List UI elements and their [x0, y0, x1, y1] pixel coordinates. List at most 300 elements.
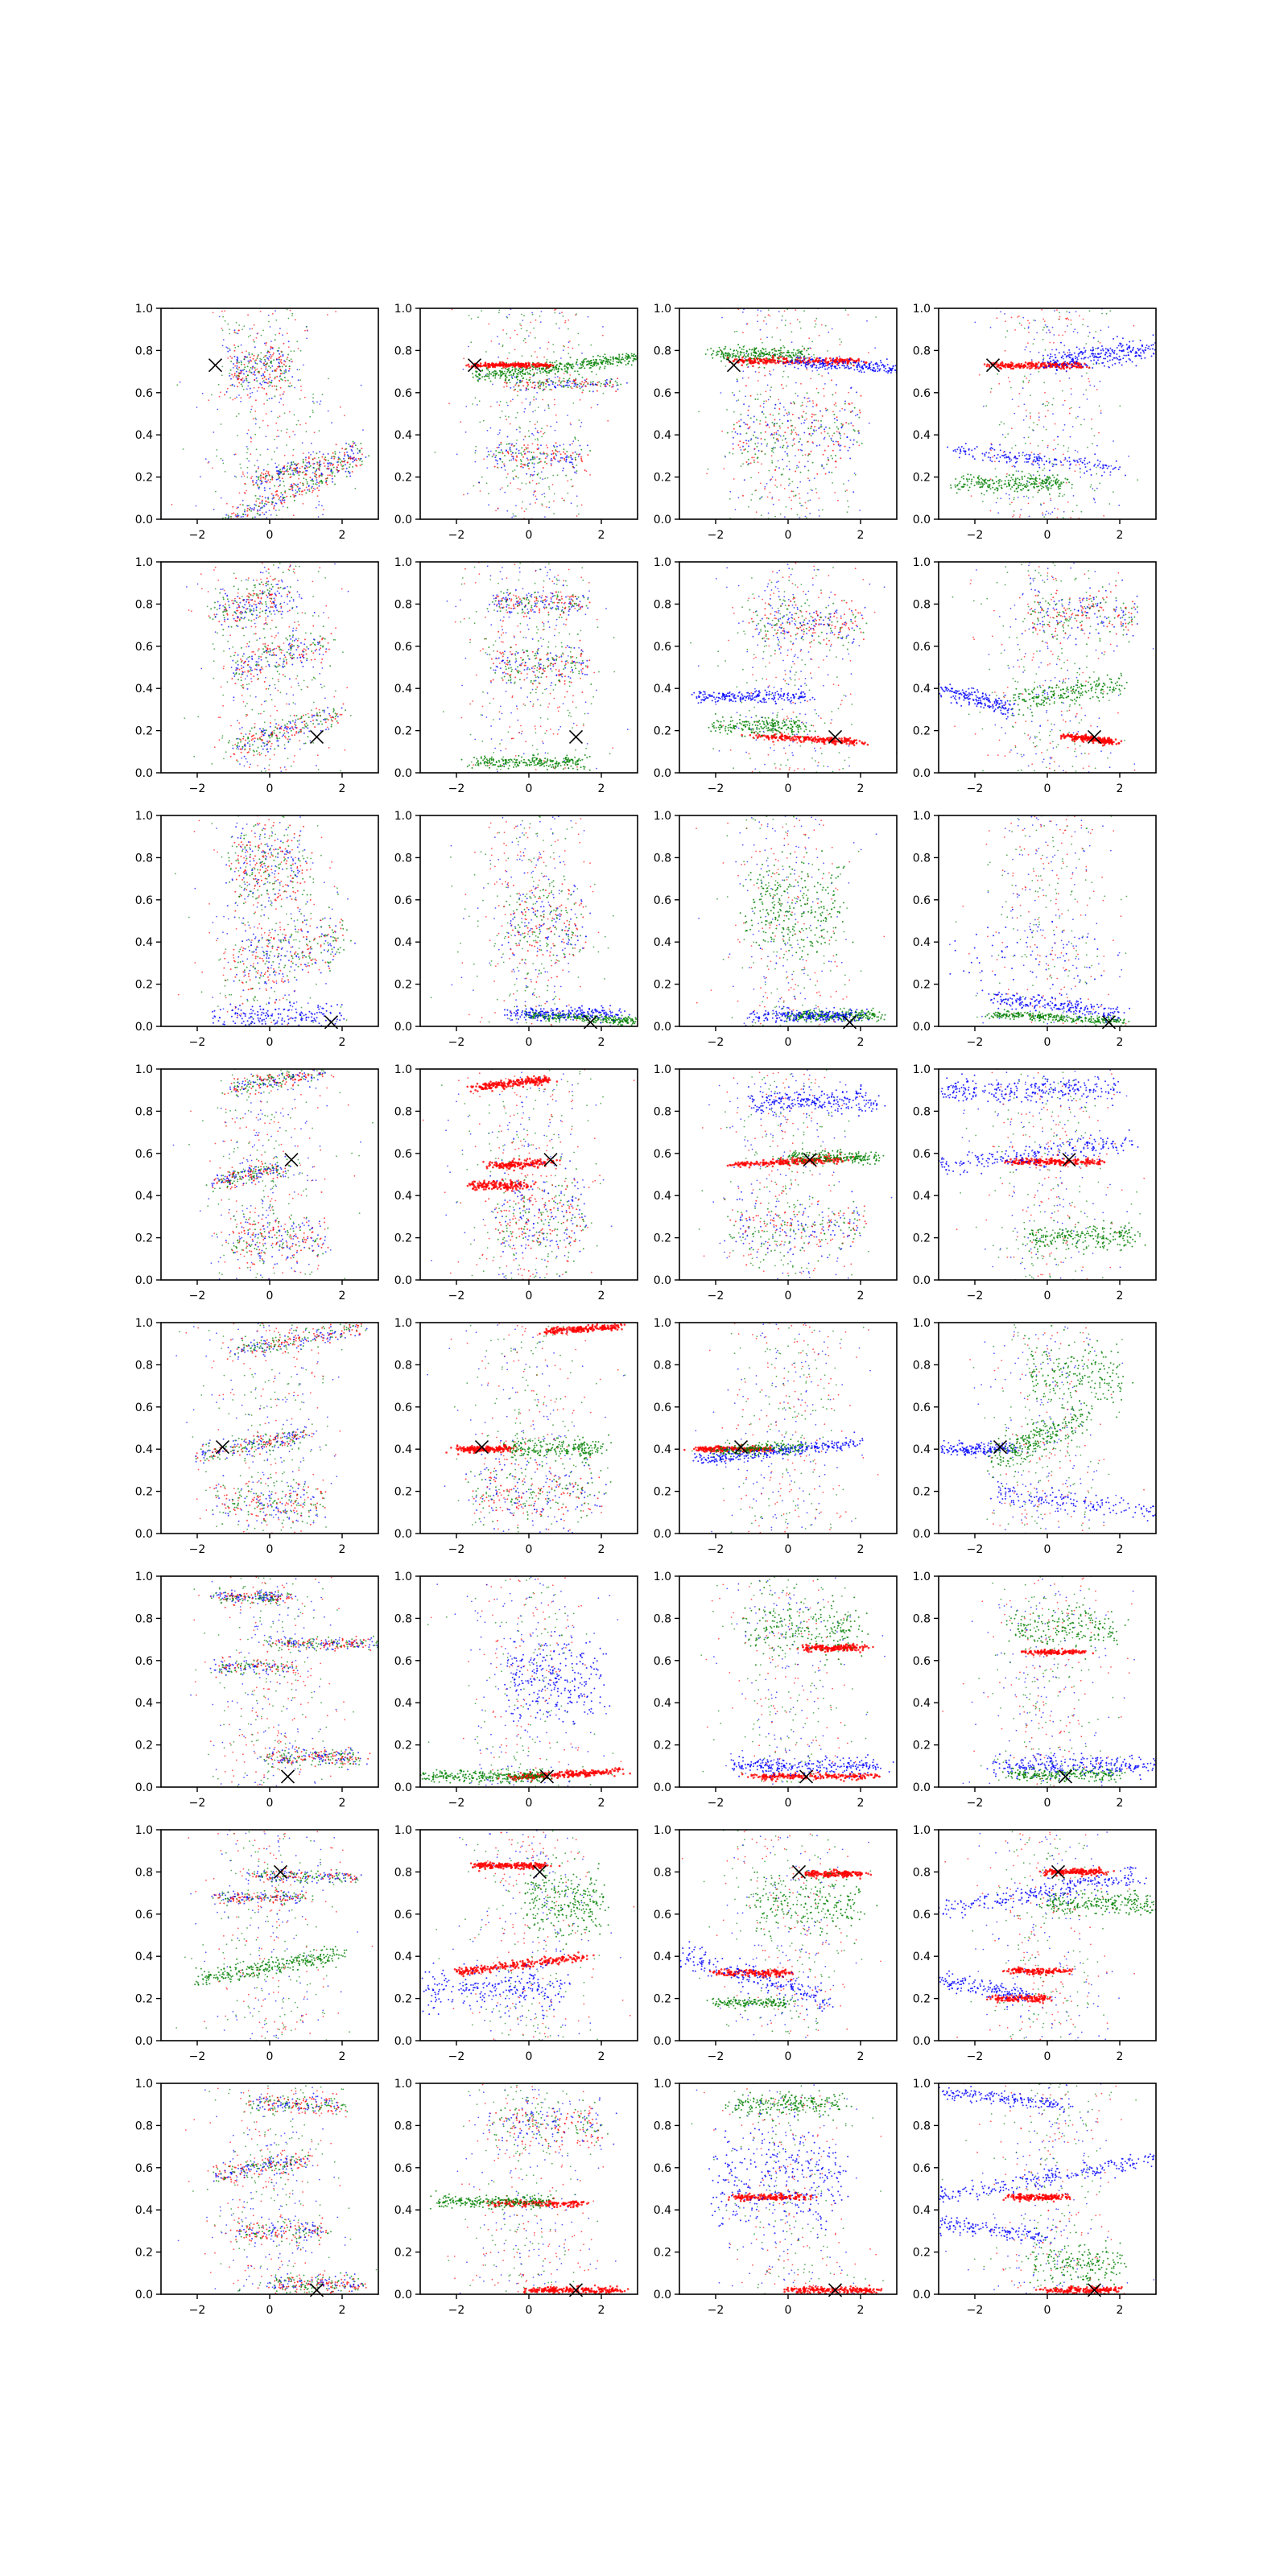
point-red — [1071, 320, 1072, 321]
point-red — [268, 471, 270, 473]
point-red — [1030, 365, 1033, 367]
point-blue — [576, 473, 577, 474]
point-green — [564, 365, 565, 367]
y-tick-label: 0.6 — [654, 387, 671, 400]
point-green — [554, 369, 555, 371]
point-blue — [556, 422, 558, 423]
point-red — [790, 323, 791, 324]
point-blue — [272, 498, 274, 500]
point-red — [766, 362, 768, 365]
point-green — [303, 477, 304, 479]
point-blue — [1070, 436, 1071, 438]
point-green — [1028, 436, 1030, 438]
point-green — [514, 469, 516, 471]
point-red — [507, 358, 509, 360]
point-blue — [791, 361, 792, 362]
point-blue — [903, 372, 905, 374]
point-blue — [788, 363, 790, 365]
point-red — [533, 399, 535, 401]
point-green — [477, 376, 479, 378]
point-blue — [237, 515, 239, 517]
point-blue — [1118, 345, 1120, 346]
point-red — [352, 471, 353, 473]
point-red — [502, 364, 505, 366]
point-red — [293, 496, 295, 497]
point-blue — [823, 468, 824, 469]
point-red — [1068, 319, 1070, 320]
point-red — [502, 452, 504, 454]
point-green — [248, 505, 250, 506]
point-green — [1067, 451, 1069, 452]
point-blue — [1085, 357, 1087, 358]
point-red — [1013, 514, 1015, 516]
point-red — [532, 382, 534, 384]
point-green — [1005, 436, 1006, 438]
point-blue — [881, 361, 882, 363]
point-green — [733, 453, 734, 455]
point-blue — [573, 386, 575, 387]
point-green — [771, 450, 773, 452]
point-green — [521, 328, 522, 329]
point-green — [539, 477, 541, 479]
point-green — [1032, 429, 1034, 431]
point-green — [510, 370, 511, 372]
point-green — [316, 469, 317, 470]
point-blue — [225, 346, 227, 348]
point-blue — [1100, 381, 1101, 382]
point-red — [265, 366, 266, 368]
point-green — [508, 368, 510, 369]
point-green — [705, 353, 707, 355]
point-red — [793, 495, 795, 497]
point-red — [838, 444, 840, 445]
point-green — [526, 378, 527, 380]
point-blue — [265, 436, 266, 437]
point-green — [778, 349, 779, 351]
point-blue — [225, 520, 226, 522]
point-red — [786, 412, 787, 414]
point-red — [810, 378, 811, 380]
point-blue — [801, 365, 803, 366]
point-blue — [587, 444, 588, 446]
point-blue — [294, 434, 295, 436]
point-blue — [738, 497, 740, 498]
point-red — [807, 441, 809, 443]
point-green — [500, 444, 502, 445]
point-blue — [1057, 361, 1059, 362]
point-green — [538, 473, 539, 474]
point-red — [535, 320, 537, 321]
point-blue — [819, 411, 821, 412]
point-red — [739, 440, 741, 442]
point-blue — [1097, 465, 1099, 467]
point-green — [532, 369, 534, 370]
point-red — [299, 493, 300, 495]
point-blue — [563, 468, 564, 469]
point-blue — [1055, 354, 1056, 356]
point-blue — [1100, 412, 1102, 414]
point-red — [244, 364, 246, 365]
point-blue — [266, 352, 268, 353]
point-red — [289, 368, 291, 369]
point-blue — [803, 362, 805, 364]
point-red — [234, 332, 236, 333]
point-red — [250, 477, 252, 479]
point-green — [621, 353, 623, 355]
point-red — [791, 500, 792, 502]
point-red — [745, 359, 747, 361]
point-green — [770, 355, 771, 357]
point-blue — [510, 447, 511, 448]
point-green — [578, 345, 580, 346]
point-green — [1095, 331, 1096, 332]
point-blue — [506, 450, 507, 452]
point-green — [218, 384, 220, 386]
point-green — [533, 328, 535, 329]
point-red — [1058, 365, 1060, 368]
point-red — [548, 341, 550, 343]
point-green — [834, 422, 836, 423]
point-green — [225, 517, 226, 518]
point-green — [789, 483, 791, 485]
point-blue — [1160, 339, 1162, 341]
point-red — [834, 404, 836, 406]
point-red — [999, 367, 1001, 369]
point-red — [270, 377, 271, 378]
point-green — [520, 452, 522, 454]
point-red — [244, 492, 246, 493]
point-blue — [276, 359, 278, 361]
point-red — [309, 477, 311, 478]
point-blue — [542, 478, 543, 480]
point-red — [552, 453, 554, 455]
point-red — [266, 393, 267, 394]
point-green — [571, 479, 572, 481]
point-green — [508, 443, 510, 444]
point-blue — [848, 480, 849, 481]
point-green — [222, 316, 224, 318]
point-green — [991, 388, 993, 390]
point-blue — [570, 456, 572, 458]
point-green — [295, 485, 297, 486]
point-blue — [264, 506, 266, 507]
point-red — [821, 324, 823, 326]
point-green — [507, 485, 509, 487]
point-green — [553, 513, 555, 514]
point-blue — [296, 491, 298, 493]
point-blue — [1110, 353, 1112, 355]
point-blue — [275, 310, 276, 312]
point-red — [1049, 342, 1051, 344]
point-green — [795, 495, 796, 497]
point-blue — [272, 348, 274, 349]
point-green — [505, 415, 506, 417]
point-blue — [1126, 344, 1128, 345]
point-green — [557, 371, 559, 373]
point-blue — [720, 392, 722, 394]
point-red — [297, 463, 299, 464]
point-blue — [870, 361, 872, 363]
point-blue — [265, 361, 266, 362]
point-green — [828, 436, 830, 437]
point-red — [516, 456, 518, 458]
point-green — [262, 330, 264, 332]
point-green — [820, 420, 822, 422]
point-green — [802, 345, 803, 347]
point-green — [570, 386, 572, 388]
point-blue — [227, 351, 229, 353]
point-blue — [234, 329, 236, 331]
point-red — [825, 473, 827, 475]
point-green — [1032, 497, 1034, 498]
point-blue — [764, 486, 766, 488]
point-green — [766, 353, 768, 354]
point-green — [306, 326, 308, 328]
point-green — [472, 403, 473, 405]
point-blue — [755, 371, 757, 373]
point-blue — [806, 361, 807, 363]
point-blue — [831, 362, 832, 364]
point-red — [251, 476, 253, 477]
point-green — [793, 401, 795, 402]
point-green — [299, 474, 300, 476]
point-blue — [1018, 470, 1019, 472]
point-red — [299, 468, 301, 469]
point-green — [474, 452, 476, 454]
point-green — [785, 355, 786, 357]
point-red — [271, 493, 273, 495]
x-tick-label: 2 — [598, 529, 605, 542]
point-green — [1033, 343, 1034, 345]
point-blue — [535, 428, 537, 430]
point-red — [806, 419, 807, 420]
point-green — [306, 431, 308, 432]
point-blue — [832, 357, 834, 359]
point-green — [592, 365, 594, 367]
point-green — [476, 376, 477, 378]
point-green — [576, 464, 577, 466]
point-blue — [352, 446, 353, 448]
point-red — [503, 464, 505, 465]
point-blue — [248, 460, 250, 462]
point-green — [521, 482, 522, 484]
point-blue — [537, 431, 539, 433]
point-green — [254, 341, 255, 343]
point-green — [288, 473, 290, 475]
point-red — [835, 402, 836, 404]
point-red — [1026, 378, 1027, 379]
point-blue — [486, 448, 488, 449]
point-green — [762, 496, 763, 497]
point-green — [799, 321, 801, 323]
point-blue — [1052, 365, 1054, 367]
point-red — [535, 496, 537, 497]
point-green — [319, 481, 320, 482]
point-blue — [331, 469, 332, 471]
point-blue — [1128, 354, 1129, 356]
point-green — [526, 386, 528, 387]
point-green — [312, 480, 313, 481]
y-tick-label: 0.0 — [394, 514, 412, 526]
point-blue — [1005, 493, 1007, 494]
point-blue — [202, 393, 204, 394]
point-red — [841, 408, 843, 410]
point-green — [284, 497, 286, 498]
point-green — [279, 510, 280, 511]
point-green — [575, 438, 576, 440]
point-blue — [571, 462, 572, 464]
point-blue — [222, 345, 224, 347]
point-blue — [257, 510, 258, 511]
point-blue — [535, 398, 537, 400]
point-red — [250, 357, 251, 358]
point-blue — [289, 468, 291, 469]
point-red — [615, 390, 617, 392]
point-red — [1056, 309, 1058, 311]
point-red — [518, 385, 520, 386]
point-blue — [733, 437, 734, 439]
point-blue — [887, 364, 889, 365]
point-red — [1088, 378, 1089, 380]
point-blue — [1034, 339, 1035, 341]
point-red — [264, 371, 266, 373]
point-blue — [248, 382, 250, 383]
point-red — [1053, 342, 1055, 344]
point-red — [253, 484, 254, 485]
point-green — [727, 355, 729, 357]
point-green — [257, 513, 258, 514]
point-green — [762, 356, 764, 357]
point-blue — [534, 382, 535, 383]
point-green — [1119, 405, 1121, 407]
point-green — [254, 434, 256, 436]
point-red — [465, 365, 468, 367]
point-green — [800, 353, 802, 354]
point-blue — [506, 316, 508, 318]
point-blue — [785, 409, 786, 411]
point-green — [321, 482, 323, 484]
point-blue — [834, 418, 836, 419]
point-green — [1082, 324, 1084, 326]
point-blue — [1063, 358, 1064, 360]
point-red — [276, 389, 278, 390]
point-red — [565, 320, 567, 322]
point-blue — [745, 396, 746, 398]
point-red — [580, 456, 582, 458]
point-green — [716, 354, 717, 356]
point-red — [836, 461, 837, 463]
point-green — [833, 414, 835, 415]
point-red — [832, 450, 834, 452]
point-blue — [568, 341, 570, 343]
point-green — [1043, 357, 1045, 359]
point-blue — [510, 460, 512, 461]
point-green — [361, 464, 363, 465]
point-blue — [243, 373, 245, 374]
point-blue — [581, 422, 583, 423]
point-blue — [233, 521, 234, 522]
point-red — [823, 388, 824, 390]
point-red — [529, 481, 530, 483]
point-red — [1014, 329, 1016, 331]
point-green — [534, 458, 535, 460]
point-red — [1067, 502, 1069, 503]
point-blue — [1042, 361, 1044, 363]
point-red — [568, 320, 569, 321]
point-green — [1090, 486, 1092, 488]
point-green — [615, 381, 617, 382]
point-blue — [236, 397, 237, 398]
point-blue — [1119, 349, 1121, 351]
point-blue — [518, 452, 520, 454]
point-blue — [213, 509, 215, 510]
point-green — [500, 372, 502, 374]
point-blue — [541, 311, 543, 312]
point-blue — [1096, 488, 1098, 489]
point-red — [795, 471, 796, 473]
point-green — [857, 441, 858, 443]
point-green — [235, 332, 237, 334]
point-blue — [757, 320, 758, 322]
point-red — [1005, 320, 1006, 322]
point-green — [516, 377, 518, 378]
point-blue — [819, 357, 820, 359]
point-red — [584, 469, 586, 471]
point-green — [782, 445, 784, 447]
point-red — [267, 382, 269, 384]
point-green — [502, 461, 503, 463]
point-red — [275, 491, 277, 493]
point-red — [1078, 366, 1080, 369]
point-red — [824, 431, 826, 432]
point-green — [577, 333, 579, 335]
point-green — [740, 352, 741, 353]
point-green — [719, 347, 720, 349]
y-tick-label: 0.2 — [394, 472, 412, 485]
point-blue — [1077, 332, 1079, 334]
point-red — [1088, 381, 1090, 382]
point-green — [778, 413, 780, 415]
point-red — [241, 379, 242, 381]
point-blue — [332, 481, 333, 483]
point-blue — [818, 427, 819, 429]
point-green — [561, 369, 563, 370]
point-red — [510, 363, 513, 365]
point-green — [1137, 479, 1138, 481]
point-blue — [1047, 326, 1049, 328]
point-green — [310, 480, 312, 481]
point-red — [530, 332, 531, 334]
point-red — [291, 361, 293, 362]
point-red — [260, 311, 262, 312]
point-red — [1000, 362, 1002, 365]
point-red — [240, 373, 242, 374]
point-green — [535, 337, 536, 339]
point-green — [276, 514, 278, 516]
point-green — [621, 358, 623, 360]
point-blue — [797, 395, 799, 397]
point-green — [559, 365, 560, 367]
point-red — [813, 414, 815, 415]
point-green — [589, 390, 591, 392]
point-green — [534, 374, 535, 375]
point-green — [740, 354, 741, 356]
point-blue — [758, 437, 759, 439]
point-blue — [1094, 353, 1096, 355]
point-green — [211, 394, 213, 396]
point-red — [757, 358, 759, 361]
x-tick-label: 0 — [785, 529, 792, 542]
